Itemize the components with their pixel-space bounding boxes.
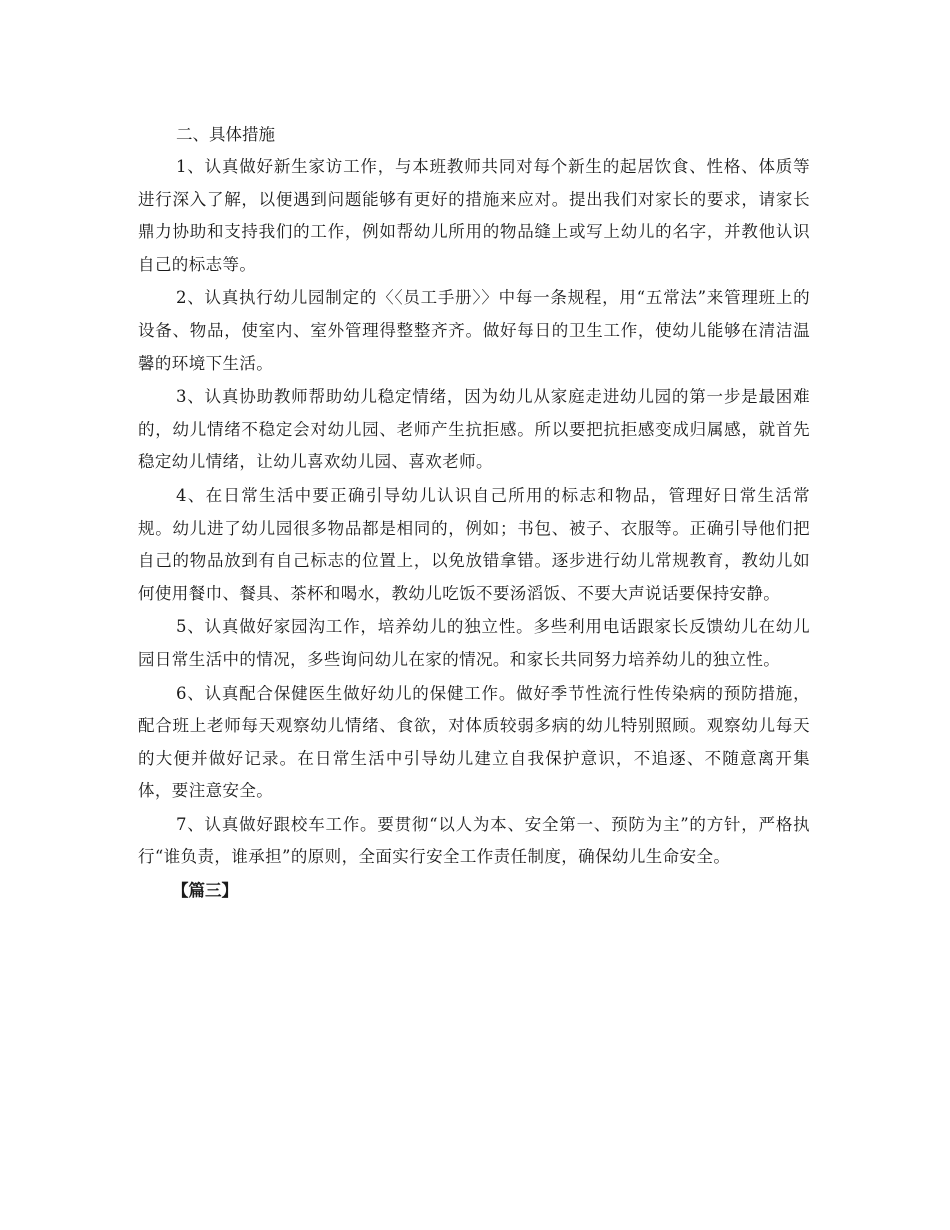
paragraph-2: 2、认真执行幼儿园制定的〈〈员工手册〉〉中每一条规程，用“五常法”来管理班上的设备、物品，使室内、室外管理得整整齐齐。做好每日的卫生工作，使幼儿能够在清洁温馨的环境下生活。 [138,288,810,373]
paragraph-4: 4、在日常生活中要正确引导幼儿认识自己所用的标志和物品，管理好日常生活常规。幼儿进了幼儿园很多物品都是相同的，例如；书包、被子、衣服等。正确引导他们把自己的物品放到有自己标志的位置上，以免放错拿错。逐步进行幼儿常规教育，教幼儿如何使用餐巾、餐具、茶杯和喝水，教幼儿吃饭不要汤滔饭、不要大声说话要保持安静。 [138,485,810,603]
paragraph-6: 6、认真配合保健医生做好幼儿的保健工作。做好季节性流行性传染病的预防措施，配合班上老师每天观察幼儿情绪、食欲，对体质较弱多病的幼儿特别照顾。观察幼儿每天的大便并做好记录。在日常生活中引导幼儿建立自我保护意识，不追逐、不随意离开集体，要注意安全。 [138,683,810,801]
section-marker: 【篇三】 [172,881,238,901]
document-body [138,119,810,907]
paragraph-1: 1、认真做好新生家访工作，与本班教师共同对每个新生的起居饮食、性格、体质等进行深入了解，以便遇到问题能够有更好的措施来应对。提出我们对家长的要求，请家长鼎力协助和支持我们的工作，例如帮幼儿所用的物品缝上或写上幼儿的名字，并教他认识自己的标志等。 [138,157,810,274]
paragraph-3: 3、认真协助教师帮助幼儿稳定情绪，因为幼儿从家庭走进幼儿园的第一步是最困难的，幼儿情绪不稳定会对幼儿园、老师产生抗拒感。所以要把抗拒感变成归属感，就首先稳定幼儿情绪，让幼儿喜欢幼儿园、喜欢老师。 [138,387,810,472]
paragraph-7: 7、认真做好跟校车工作。要贯彻“以人为本、安全第一、预防为主”的方针，严格执行“谁负责，谁承担”的原则，全面实行安全工作责任制度，确保幼儿生命安全。 [138,814,810,867]
section-heading: 二、具体措施 [176,125,275,144]
paragraph-5: 5、认真做好家园沟工作，培养幼儿的独立性。多些利用电话跟家长反馈幼儿在幼儿园日常生活中的情况，多些询问幼儿在家的情况。和家长共同努力培养幼儿的独立性。 [138,617,810,669]
